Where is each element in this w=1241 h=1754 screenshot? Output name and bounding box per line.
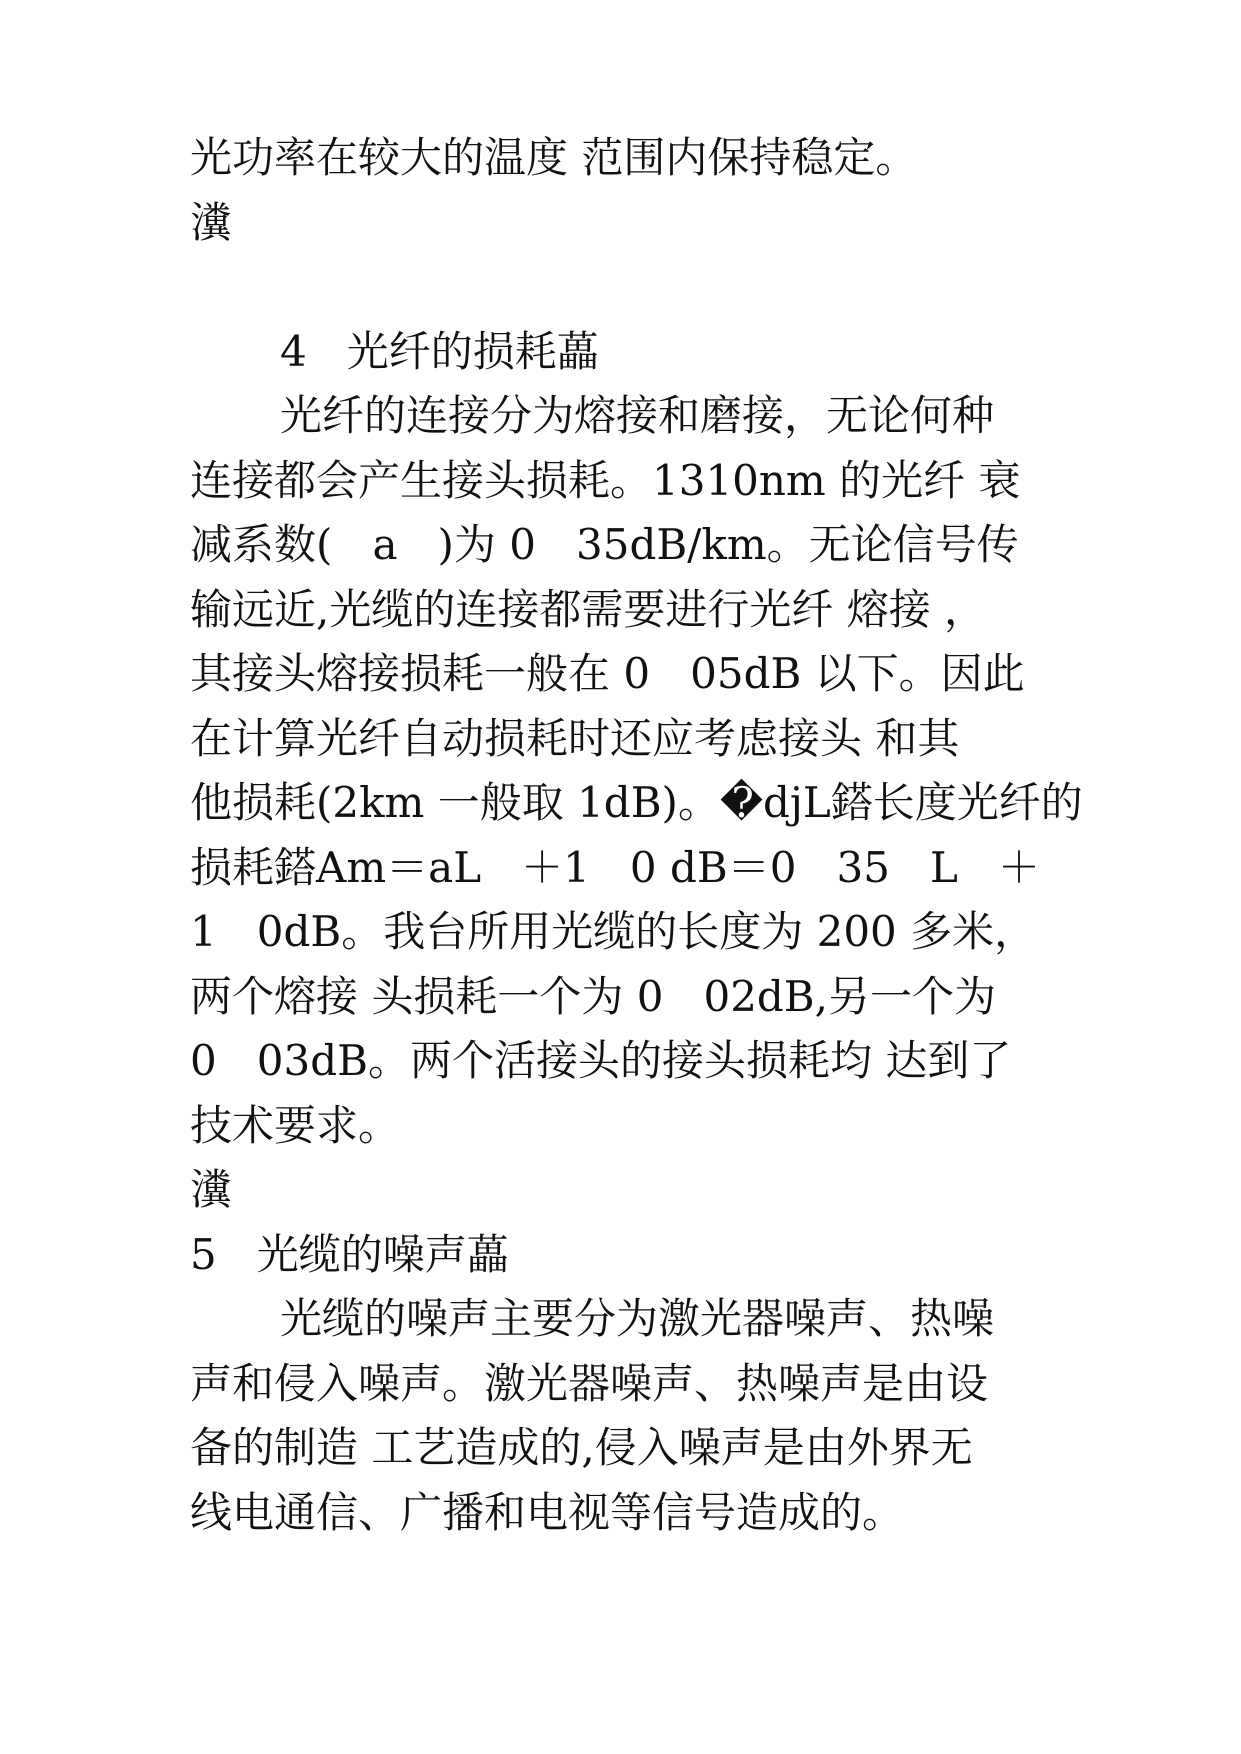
text-line: 在计算光纤自动损耗时还应考虑接头 和其	[190, 713, 960, 763]
blank-line	[190, 255, 1070, 320]
text-line: 连接都会产生接头损耗。1310nm 的光纤 衰	[190, 455, 1021, 505]
text-line: 减系数( a )为 0 35dB/km。无论信号传	[190, 520, 1019, 569]
text-line: 技术要求。	[190, 1100, 401, 1150]
text-line: 瀵	[190, 197, 233, 247]
text-line: 线电通信、广播和电视等信号造成的。	[190, 1487, 905, 1537]
text-line: 输远近,光缆的连接都需要进行光纤 熔接 ，	[190, 584, 987, 634]
text-line: 其接头熔接损耗一般在 0 05dB 以下。因此	[190, 649, 1025, 698]
text-line: 两个熔接 头损耗一个为 0 02dB,另一个为	[190, 971, 997, 1021]
document-body	[190, 126, 1083, 1545]
paragraph-first-line: 光纤的连接分为熔接和磨接，无论何种	[280, 391, 995, 440]
section-heading-5: 5 光缆的噪声藟	[190, 1229, 509, 1279]
text-line: 声和侵入噪声。激光器噪声、热噪声是由设	[190, 1358, 989, 1408]
text-line: 他损耗(2km 一般取 1dB)。�djL鎝长度光纤的	[190, 778, 1083, 827]
text-line: 备的制造 工艺造成的,侵入噪声是由外界无	[190, 1423, 973, 1472]
section-heading-4: 4 光纤的损耗藟	[280, 326, 599, 376]
text-line: 0 03dB。两个活接头的接头损耗均 达到了	[190, 1036, 1012, 1085]
text-line: 1 0dB。我台所用光缆的长度为 200 多米，	[190, 907, 1037, 956]
paragraph-first-line: 光缆的噪声主要分为激光器噪声、热噪	[280, 1294, 995, 1343]
text-line: 光功率在较大的温度 范围内保持稳定。	[190, 133, 918, 182]
text-line: 瀵	[190, 1165, 233, 1214]
text-line: 损耗鎝Am＝aL ＋1 0 dB＝0 35 L ＋	[190, 842, 1040, 892]
